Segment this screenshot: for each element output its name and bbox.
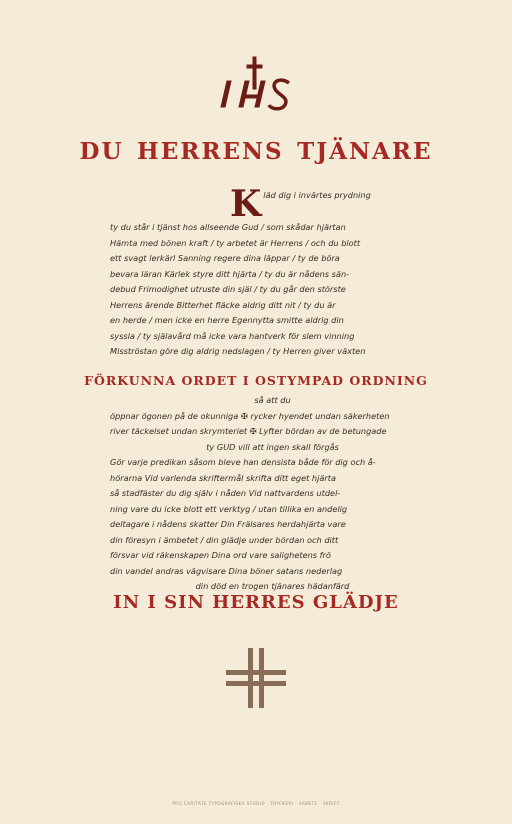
ihs-monogram [0, 55, 512, 125]
text-line: din föresyn i ämbetet / din glädje under bördan och ditt [110, 534, 339, 545]
cross-icon [226, 648, 286, 708]
exhortation-paragraph [110, 183, 435, 360]
text-line: ty du står i tjänst hos allseende Gud / som skådar hjärtan [110, 222, 346, 232]
text-line: debud Frimodighet utruste din själ / ty du går den störste [110, 284, 346, 294]
poster-title: du herrens tjänare [79, 128, 433, 167]
text-line: Misströstan göre dig aldrig nedslagen / ty Herren giver växten [110, 346, 366, 356]
text-line: river täckelset undan skrymteriet ✠ Lyfter bördan av de betungade [110, 426, 387, 436]
text-line: din död en trogen tjänares hädanfärd [195, 581, 350, 591]
text-line: Hämta med bönen kraft / ty arbetet är Herrens / och du blott [110, 237, 361, 248]
text-line: ett svagt lerkärl Sanning regere dina läppar / ty de böra [110, 253, 340, 263]
footer-credit: PRO CARITATE TYPOGRAFISKA STUDIO · TRYCKERI · ARBETE · SKRIFT [172, 801, 340, 806]
text-line: Gör varje predikan såsom bleve han densista både för dig och å- [110, 457, 376, 467]
text-line: en herde / men icke en herre Egennytta smitte aldrig din [110, 315, 344, 325]
text-line: hörarna Vid varlenda skriftermål skrifta ditt eget hjärta [110, 472, 337, 483]
text-line: så stadfäster du dig själv i nåden Vid nattvardens utdel- [110, 488, 341, 498]
text-line: bevara läran Kärlek styre ditt hjärta / ty du är nådens sän- [110, 268, 350, 279]
text-line: ning vare du icke blott ett verktyg / utan tillika en andelig [110, 503, 348, 514]
text-line: Herrens ärende Bitterhet fläcke aldrig ditt nit / ty du är [110, 299, 336, 310]
instruction-paragraph [110, 393, 435, 595]
drop-cap: K [230, 183, 262, 225]
closing-heading: IN I SIN HERRES GLÄDJE [113, 592, 399, 613]
first-line: Kläd dig i invärtes prydning [230, 183, 371, 225]
text-line: försvar vid räkenskapen Dina ord vare salighetens frö [110, 550, 331, 560]
text-line: så att du [254, 395, 291, 405]
text-line: ty GUD vill att ingen skall förgås [206, 441, 339, 452]
text-line: syssla / ty själavård må icke vara hantverk för slem vinning [110, 330, 355, 341]
text-line: din vandel andras vägvisare Dina böner satans nederlag [110, 565, 343, 576]
text-line: deltagare i nådens skatter Din Frälsares herdahjärta vare [110, 519, 346, 529]
section-heading: FÖRKUNNA ORDET I OSTYMPAD ORDNING [84, 373, 428, 388]
text-line: öppnar ögonen på de okunniga ✠ rycker hyendet undan säkerheten [110, 410, 390, 421]
